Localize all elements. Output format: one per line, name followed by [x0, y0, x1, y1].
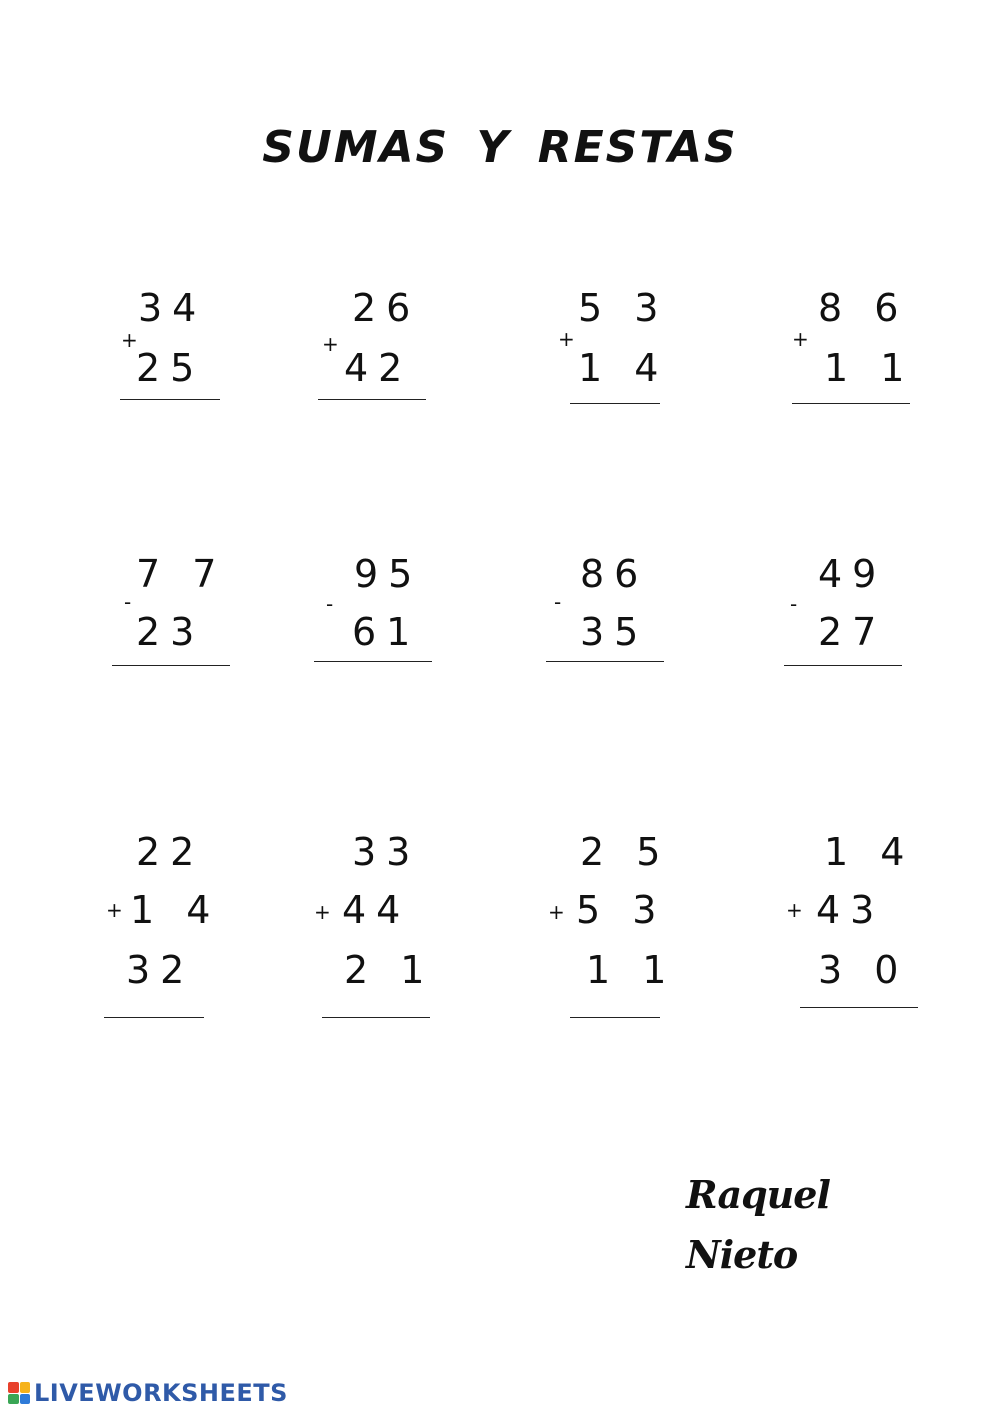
first-number: 95 — [354, 552, 423, 596]
plus-sign: + — [121, 328, 138, 352]
answer-line — [104, 1017, 204, 1018]
plus-sign: + — [314, 900, 331, 924]
answer-line — [318, 399, 426, 400]
plus-sign: + — [322, 332, 339, 356]
problem-8 — [784, 548, 944, 748]
first-number: 8 6 — [818, 286, 909, 330]
second-number: 1 4 — [130, 888, 221, 932]
first-number: 26 — [352, 286, 421, 330]
problem-11 — [546, 826, 706, 1026]
second-number: 23 — [136, 610, 205, 654]
plus-sign: + — [548, 900, 565, 924]
answer-line — [112, 665, 230, 666]
answer-line — [570, 1017, 660, 1018]
brand-blocks-icon — [8, 1382, 30, 1404]
third-number: 2 1 — [344, 948, 435, 992]
brand-block-blue — [20, 1394, 31, 1405]
problem-4 — [790, 282, 950, 482]
answer-line — [792, 403, 910, 404]
first-number: 22 — [136, 830, 205, 874]
second-number: 42 — [344, 346, 413, 390]
plus-sign: + — [786, 898, 803, 922]
first-number: 1 4 — [824, 830, 915, 874]
problem-6 — [314, 548, 474, 748]
minus-sign: - — [326, 592, 334, 616]
problem-10 — [312, 826, 472, 1026]
answer-line — [570, 403, 660, 404]
plus-sign: + — [106, 898, 123, 922]
brand-name: LIVEWORKSHEETS — [34, 1379, 288, 1407]
page-title: SUMAS Y RESTAS — [262, 122, 738, 173]
liveworksheets-logo[interactable] — [8, 1378, 288, 1408]
second-number: 1 4 — [578, 346, 669, 390]
answer-line — [120, 399, 220, 400]
problem-7 — [546, 548, 706, 748]
problem-5 — [112, 548, 272, 748]
plus-sign: + — [792, 327, 809, 351]
first-number: 86 — [580, 552, 649, 596]
third-number: 3 0 — [818, 948, 909, 992]
second-number: 44 — [342, 888, 411, 932]
problem-3 — [556, 282, 716, 482]
first-number: 49 — [818, 552, 887, 596]
second-number: 27 — [818, 610, 887, 654]
first-number: 33 — [352, 830, 421, 874]
first-number: 34 — [138, 286, 207, 330]
second-number: 35 — [580, 610, 649, 654]
answer-line — [800, 1007, 918, 1008]
second-number: 1 1 — [824, 346, 915, 390]
answer-line — [314, 661, 432, 662]
problem-12 — [784, 826, 944, 1026]
answer-line — [322, 1017, 430, 1018]
minus-sign: - — [124, 590, 132, 614]
minus-sign: - — [790, 592, 798, 616]
brand-block-yellow — [20, 1382, 31, 1393]
brand-block-red — [8, 1382, 19, 1393]
plus-sign: + — [558, 327, 575, 351]
third-number: 32 — [126, 948, 195, 992]
third-number: 1 1 — [586, 948, 677, 992]
second-number: 43 — [816, 888, 885, 932]
first-number: 5 3 — [578, 286, 669, 330]
brand-block-green — [8, 1394, 19, 1405]
answer-line — [784, 665, 902, 666]
second-number: 61 — [352, 610, 421, 654]
minus-sign: - — [554, 590, 562, 614]
author-signature: Raquel Nieto — [686, 1172, 830, 1277]
second-number: 25 — [136, 346, 205, 390]
problem-1 — [118, 282, 278, 482]
second-number: 5 3 — [576, 888, 667, 932]
problem-9 — [104, 826, 264, 1026]
problem-2 — [318, 282, 478, 482]
first-number: 2 5 — [580, 830, 671, 874]
answer-line — [546, 661, 664, 662]
first-number: 7 7 — [136, 552, 227, 596]
